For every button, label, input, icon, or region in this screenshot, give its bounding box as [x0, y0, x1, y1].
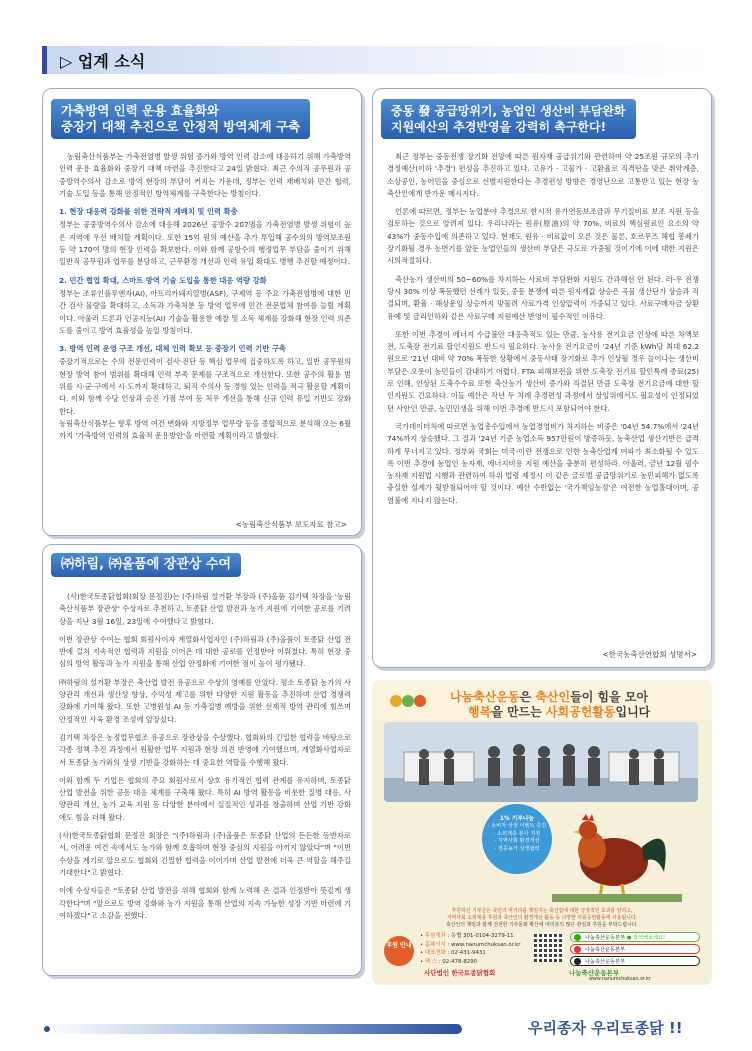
section-heading: 1. 현장 대응력 강화를 위한 전략적 재배치 및 인력 확충	[59, 207, 238, 217]
article-paragraph: 언론에 따르면, 정부는 농업분야 추경으로 한시적 유가연동보조금과 무기질비료 보조 지원 등을 검토하는 것으로 알려져 있다. 우리나라는 원유(原油)의 약 70%, 비료의 핵심원료인 요소의 약 43%가 중동수입에 의존하고 있다. 현재도 원유 · 비료값이 오른 것은 물론, 호르무즈 해협 봉쇄가 장기화될 경우 농번기를 앞둔 농업인들의 생산비 부담은 극도로 가중될 것이기에 이에 대한 지원은 시의적절하다.	[387, 207, 699, 266]
contact-value: 농협 301-0104-3279-11	[451, 933, 514, 939]
article-title	[51, 99, 310, 139]
search-buttons	[570, 932, 700, 968]
korea-native-chicken-logo: 사단법인 한국토종닭협회	[424, 969, 496, 977]
article-paragraph: 이번 장관상 수여는 협회 회원사이자 계열화사업자인 (주)하림과 (주)올품이 토종닭 산업 전반에 걸쳐 지속적인 협력과 지원을 이어온 데 대한 공로를 인정받아 이뤄졌다. 특히 현장 중심의 방역 활동과 농가 지원을 통해 산업 안정화에 기여한 점이 높이 평가됐다.	[59, 634, 351, 669]
group-photo	[384, 722, 698, 802]
article-paragraph: 이와 함께 두 기업은 협회의 주요 회원사로서 상호 유기적인 협력 관계를 유지하며, 토종닭 산업 발전을 위한 공동 대응 체계를 구축해 왔다. 특히 AI 방역 활동을 비롯한 질병 대응, 사양관리 개선, 농가 교육 지원 등 다양한 분야에서 실질적인 성과를 창출하며 산업 기반 강화에도 힘을 더해 왔다.	[59, 775, 351, 822]
article-paragraph: 최근 정부는 중동전쟁 장기화 전망에 따른 원자재 공급위기와 관련하여 약 25조원 규모의 추가경정예산(이하 '추경') 편성을 추진하고 있다. 고유가 · 고물가 · 고환율로 직격탄을 맞은 취약계층, 소상공인, 농어민을 중심으로 선별지원한다는 추경편성 방향은 경영난으로 고통받고 있는 현장 농축산인에게 반가운 메시지다.	[387, 152, 699, 198]
ad-info	[384, 932, 700, 980]
button-tag: ● 검색해보세요!	[626, 935, 666, 941]
contact-list	[420, 932, 520, 966]
naver-icon	[574, 934, 581, 941]
article-title-line1: 가축방역 인력 운용 효율화와	[61, 103, 219, 118]
article-title	[51, 553, 241, 577]
article-paragraph: 이에 수상자들은 "토종닭 산업 발전을 위해 협회와 함께 노력해 온 결과 인정받아 뜻깊게 생각한다"며 "앞으로도 방역 강화와 농가 지원을 통해 산업의 지속 가능한 성장 기반 마련에 기여하겠다"고 소감을 전했다.	[59, 886, 351, 920]
ad-title-line2	[468, 703, 650, 720]
article-paragraph: 또한 이번 추경이 에너지 수급불안 대응측적도 있는 만큼, 농사용 전기요금 인상에 따른 차액보전, 도축장 전기료 할인지원도 반드시 필요하다. 농사용 전기요금이 '24년 기준 kWh당 최대 62.2원으로 '21년 대비 약 70% 폭등한 상황에서 중동사태 장기화로 추가 인상될 경우 늘어나는 생산비 부담은 오롯이 농민들이 감내하기 어렵다. FTA 피해보전을 위한 도축장 전기료 할인특례 종료(25)로 인해, 인상된 도축수수료 또한 축산농가 생산비 증가와 직결된 만큼 도축장 전기요금에 대한 할인지원도 긴요하다. 이들 예산은 작년 두 차례 추경편성 과정에서 상임위에서도 필요성이 인정되었던 사안인 만큼, 농민민생을 위해 이번 추경에 반드시 포함되어야 한다.	[387, 329, 699, 413]
ad-logos	[424, 968, 704, 982]
contact-value[interactable]: www.nanumchuksan.or.kr	[451, 941, 521, 948]
button-label: 나눔축산운동본부	[585, 959, 626, 965]
article-body	[387, 151, 699, 513]
bubble-item: · 소외계층 봉사 지원	[493, 830, 541, 837]
ad-notice	[386, 908, 698, 929]
nanum-logo-text: 나눔축산운동본부	[569, 969, 620, 977]
section-title: ▷ 업계 소식	[60, 52, 146, 71]
section-body: 정부는 공중방역수의사 감소에 대응해 2026년 공방수 207명을 가축전염병 발생 위험이 높은 지역에 우선 배치할 계획이다. 또한 15억 원의 예산을 추가 투입해 공수의의 방역보조원 등 약 170여 명의 현장 인력을 확보한다. 이와 함께 공방수의 행정업무 부담을 줄이기 위해 일반직 공무원과 업무를 분담하고, 근무환경 개선과 인력 유입 확대도 병행 추진할 예정이다.	[59, 220, 351, 267]
notice-line: 축산인의 책임과 함께 건전한 기부문화 확산에 여러분의 많은 관심과 후원을 부탁드립니다.	[446, 922, 638, 928]
contact-value: 02-478-8290	[442, 958, 478, 965]
article-intro: 농림축산식품부는 가축전염병 발생 위험 증가와 방역 인력 감소에 대응하기 위해 가축방역 인력 운용 효율화와 중장기 대책 마련을 추진한다고 24일 밝혔다. 최근 수의직 공무원과 공중방역수의사 감소로 방역 현장의 부담이 커지는 가운데, 정부는 인력 재배치와 민간 협력, 기술 도입 등을 통해 안정적인 방역체계를 구축한다는 방침이다.	[59, 152, 351, 198]
article-supply-crisis	[372, 88, 712, 668]
ad-title-text: 을 만드는	[491, 705, 546, 719]
ad-title-highlight: 행복	[468, 705, 492, 719]
bubble-item: · 경종농가 상생협력	[494, 845, 540, 852]
bubble-item: · 소비자 상생 이벤트 증진	[487, 823, 547, 830]
article-paragraph: ㈜하림의 설거환 부장은 축산업 발전 유공으로 수상의 영예를 안았다. 평소 토종닭 농가의 사양관리 개선과 생산성 향상, 수익성 제고를 위한 다양한 지원 활동을 추진하며 산업 경쟁력 강화에 기여해 왔다. 또한 고병원성 AI 등 가축질병 예방을 위한 선제적 방역 관리에 힘쓰며 안정적인 사육 환경 조성에 앞장섰다.	[59, 677, 351, 724]
section-body: 정부는 조류인플루엔자(AI), 아프리카돼지열병(ASF), 구제역 등 주요 가축전염병에 대한 민간 검사 물량을 확대하고, 소독과 가축처분 등 방역 업무에 민간 전문업체 참여를 늘릴 계획이다. 아울러 드론과 인공지능(AI) 기술을 활용한 예찰 및 소독 체계를 강화해 현장 인력 의존도를 줄이고 방역 효율성을 높일 방침이다.	[59, 288, 352, 335]
article-paragraph: 국가데이터처에 따르면 농업총수입에서 농업경영비가 차지하는 비중은 '04년 54.7%에서 '24년 74%까지 상승했다. 그 결과 '24년 기준 농업소득 957만원이 방증하듯, 농축산업 생산기반은 급격하게 무너지고 있다. 정부와 국회는 미국-이란 전쟁으로 인한 농축산업계 여파가 최소화될 수 있도록 이번 추경에 농업인 농자재, 에너지비용 지원 예산을 충분히 편성하라. 아울러, 금년 12월 필수농자재 지원법 시행과 관련하여 하위 법령 제정시 이 같은 글로벌 공급망위기로 농민피해가 없도록 충실한 설계가 뒷받침되어야 할 것이다. 예산 수반없는 '국가책임농정'은 여전한 농업홀대이며, 공염불에 지나지 않는다.	[387, 421, 699, 505]
ad-title-highlight: 축산인	[535, 690, 571, 704]
article-title-line1: 중동 發 공급망위기, 농업인 생산비 부담완화	[391, 104, 626, 118]
contact-label: 후원계좌	[424, 933, 446, 939]
rooster-image	[552, 802, 682, 902]
article-paragraph: 축산농가 생산비의 50~60%를 차지하는 사료비 부담완화 지원도 간과해선 안 된다. 러-우 전쟁 당시 30% 이상 폭등했던 선례가 있듯, 중동 분쟁에 따른 원자재값 상승은 곡물 생산단가 상승과 직결되며, 환율 · 해상운임 상승까지 맞물려 사료가격 인상압력이 가중되고 있다. 사료구매자금 상환유예 및 금리인하와 같은 사료구매 지원예산 반영이 필수적인 이유다.	[387, 274, 699, 321]
ad-title-text: 입니다	[615, 705, 651, 719]
article-source: <한국농축산연합회 성명서>	[602, 650, 697, 659]
nanum-logo-icon	[386, 688, 436, 714]
section-heading: 3. 방역 인력 운영 구조 개선, 대체 인력 확보 등 중장기 인력 기반 구축	[59, 344, 286, 354]
contact-row: • 홈페이지 : www.nanumchuksan.or.kr	[420, 941, 521, 948]
contact-row: • 대표전화 : 02-431-9431	[420, 950, 486, 956]
section-heading: 2. 민간 협업 확대, 스마트 방역 기술 도입을 통한 대응 역량 강화	[59, 275, 267, 285]
contact-value: 02-431-9431	[451, 950, 486, 956]
contact-row: • 팩 스 : 02-478-8290	[420, 958, 478, 965]
qr-code-pattern	[534, 932, 564, 962]
article-livestock-quarantine	[42, 88, 362, 536]
section-header	[42, 46, 714, 74]
notice-line: 후원하신 기부금은 국민의 먹거리를 책임지는 축산업에 대한 긍정적인 효과를 알리고,	[451, 908, 633, 914]
article-title-line2: 지원예산의 추경반영을 강력히 촉구한다!	[391, 120, 607, 134]
article-title	[381, 99, 636, 139]
channel-button[interactable]	[570, 956, 700, 966]
section-header-bar	[42, 46, 47, 74]
article-body	[59, 591, 351, 928]
contact-label: 팩 스	[424, 958, 438, 965]
button-label: 나눔축산운동본부	[585, 947, 626, 953]
article-title-text: ㈜하림, ㈜올품에 장관상 수여	[61, 557, 232, 572]
ad-title-highlight: 사회공헌활동	[545, 705, 616, 719]
article-title-line2: 중장기 대책 추진으로 안정적 방역체계 구축	[61, 119, 301, 134]
footer-slogan: 우리종자 우리토종닭 !!	[528, 1019, 683, 1037]
bubble-head: 1% 기부나눔	[499, 816, 535, 822]
youtube-icon	[574, 946, 581, 953]
donation-badge: 후원 안내	[384, 936, 414, 966]
ad-title-highlight: 나눔축산운동	[450, 690, 520, 704]
article-source: <농림축산식품부 보도자료 참고>	[235, 520, 347, 529]
button-label: 나눔축산운동본부	[585, 935, 626, 941]
contact-row: • 후원계좌 : 농협 301-0104-3279-11	[420, 933, 514, 939]
donation-advertisement	[372, 680, 712, 985]
article-paragraph: (사)한국토종닭협회 문정진 회장은 "(주)하림과 (주)올품은 토종닭 산업의 든든한 동반자로서, 어려운 여건 속에서도 농가와 함께 호흡하며 현장 중심의 지원을 아끼지 않았다"며 "이번 수상을 계기로 앞으로도 협회와 긴밀한 협력을 이어가며 산업 발전에 더욱 큰 역할을 해주길 기대한다"고 밝혔다.	[59, 831, 351, 877]
ad-title-text: 들이 힘을 모아	[570, 690, 649, 704]
footer-bar	[42, 1024, 462, 1034]
nanum-url: www.nanumchuksan.or.kr	[589, 977, 651, 982]
article-paragraph: (사)한국토종닭협회(회장 문정진)는 (주)하림 설거환 부장과 (주)올품 김기택 차장을 '농림축산식품부 장관상' 수상자로 추천하고, 토종닭 산업 발전과 농가 지원에 기여한 공로를 기려 상을 지난 3월 16일, 23일에 수여했다고 밝혔다.	[59, 592, 351, 626]
section-body: 중장기적으로는 수의 전문인력이 검사·진단 등 핵심 업무에 집중하도록 하고, 일반 공무원의 현장 방역 참여 범위를 확대해 인력 부족 문제를 구조적으로 개선한다. 또한 공수의 활용 범위를 시·군·구에서 시·도까지 확대하고, 퇴직 수의사 등 경험 있는 인력을 적극 활용할 계획이다. 이와 함께 수당 인상과 승진 가점 부여 등 처우 개선을 통해 신규 인력 유입 기반도 강화한다.	[59, 357, 351, 416]
bubble-item: · 지역사회 환경개선	[494, 838, 540, 845]
channel-icon	[574, 958, 581, 965]
donation-bubble	[482, 804, 552, 874]
naver-search-button[interactable]	[570, 932, 700, 942]
footer-dot	[44, 1026, 50, 1032]
youtube-button[interactable]	[570, 944, 700, 954]
ad-title-text: 은	[519, 690, 536, 704]
contact-label: 홈페이지	[424, 941, 446, 948]
article-award	[42, 544, 362, 976]
contact-label: 대표전화	[424, 950, 446, 956]
article-paragraph: 김기택 차장은 농정업무협조 유공으로 장관상을 수상했다. 협회와의 긴밀한 협력을 바탕으로 각종 정책 추진 과정에서 원활한 업무 지원과 현장 의견 반영에 기여했으며, 계열화사업자로서 토종닭 농가와의 상생 기반을 강화하는 데 중요한 역할을 수행해 왔다.	[59, 732, 351, 767]
notice-line: 지역사회 소외계층 후원과 축산인의 환경개선 활동 등 다양한 사회공헌활동에 사용됩니다.	[446, 915, 638, 921]
article-body	[59, 151, 351, 449]
article-closing: 농림축산식품부는 향후 방역 여건 변화와 지방정부 업무량 등을 종합적으로 분석해 오는 6월까지 '가축방역 인력의 효율적 운용방안'을 마련할 계획이라고 밝혔다.	[59, 418, 351, 441]
